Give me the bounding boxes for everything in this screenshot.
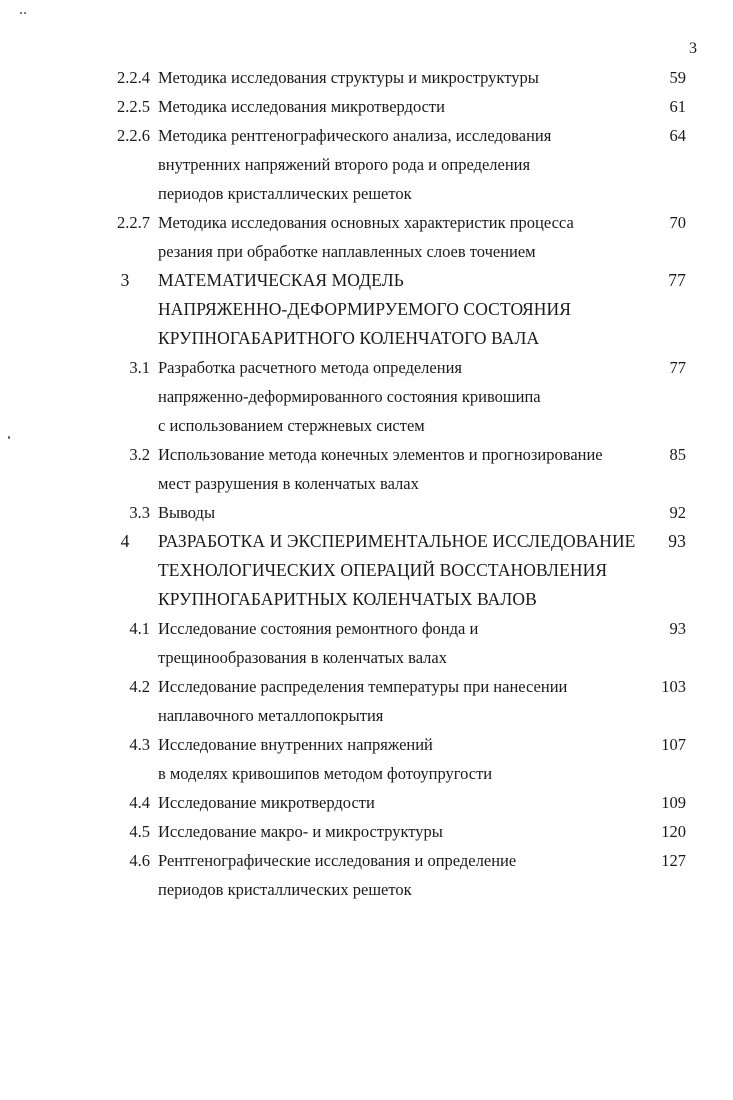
- toc-entry-number: 3: [120, 270, 130, 290]
- toc-entry-title: трещинообразования в коленчатых валах: [158, 648, 447, 667]
- toc-entry-number: 4.5: [129, 822, 150, 841]
- toc-entry: [0, 730, 733, 759]
- toc-entry-page: 93: [668, 531, 686, 551]
- toc-entry-continuation: [0, 237, 733, 266]
- toc-entry-continuation: [0, 411, 733, 440]
- toc-entry-page: 61: [669, 97, 686, 116]
- toc-entry-page: 120: [661, 822, 686, 841]
- toc-entry-title: Рентгенографические исследования и определение: [158, 851, 517, 870]
- toc-entry-title: МАТЕМАТИЧЕСКАЯ МОДЕЛЬ: [158, 270, 404, 290]
- toc-entry-number: 4.3: [129, 735, 150, 754]
- toc-entry-number: 3.2: [129, 445, 150, 464]
- toc-entry: [0, 63, 733, 92]
- toc-entry-number: 4: [120, 531, 130, 551]
- toc-entry-page: 70: [669, 213, 686, 232]
- toc-entry-continuation: [0, 556, 733, 585]
- toc-entry: [0, 846, 733, 875]
- toc-entry-continuation: [0, 701, 733, 730]
- toc-entry-continuation: [0, 295, 733, 324]
- toc-entry-continuation: [0, 382, 733, 411]
- toc-entry-page: 93: [669, 619, 686, 638]
- toc-entry-title: Использование метода конечных элементов и прогнозирование: [158, 445, 603, 464]
- toc-entry: [0, 527, 733, 556]
- toc-entry-number: 2.2.4: [117, 68, 150, 87]
- toc-entry: [0, 817, 733, 846]
- toc-entry-number: 2.2.6: [117, 126, 150, 145]
- toc-entry-page: 59: [669, 68, 686, 87]
- toc-entry-continuation: [0, 875, 733, 904]
- scan-speck-top-left: [20, 12, 22, 14]
- toc-entry-title: КРУПНОГАБАРИТНОГО КОЛЕНЧАТОГО ВАЛА: [158, 328, 540, 348]
- toc-entry-page: 77: [669, 358, 686, 377]
- toc-entry-title: с использованием стержневых систем: [158, 416, 425, 435]
- toc-entry-title: КРУПНОГАБАРИТНЫХ КОЛЕНЧАТЫХ ВАЛОВ: [158, 589, 537, 609]
- toc-entry-title: периодов кристаллических решеток: [158, 880, 412, 899]
- toc-entry-continuation: [0, 324, 733, 353]
- toc-entry-title: Исследование внутренних напряжений: [158, 735, 433, 754]
- toc-entry-title: ТЕХНОЛОГИЧЕСКИХ ОПЕРАЦИЙ ВОССТАНОВЛЕНИЯ: [158, 560, 608, 580]
- toc-entry-title: РАЗРАБОТКА И ЭКСПЕРИМЕНТАЛЬНОЕ ИССЛЕДОВАНИЕ: [158, 531, 636, 551]
- toc-entry-number: 3.1: [129, 358, 150, 377]
- toc-entry-page: 92: [669, 503, 686, 522]
- toc-entry: [0, 92, 733, 121]
- toc-entry-page: 127: [661, 851, 686, 870]
- toc-entry-title: Выводы: [158, 503, 216, 522]
- toc-entry-title: наплавочного металлопокрытия: [158, 706, 384, 725]
- toc-entry: [0, 353, 733, 382]
- toc-entry: [0, 121, 733, 150]
- toc-entry-title: Методика исследования микротвердости: [158, 97, 445, 116]
- toc-entry-number: 4.2: [129, 677, 150, 696]
- toc-entry-title: Исследование микротвердости: [158, 793, 375, 812]
- toc-entry-continuation: [0, 585, 733, 614]
- toc-entry-title: Методика исследования основных характеристик процесса: [158, 213, 574, 232]
- toc-entry-page: 107: [661, 735, 686, 754]
- toc-entry-continuation: [0, 179, 733, 208]
- toc-entry: [0, 266, 733, 295]
- toc-entry: [0, 614, 733, 643]
- page-number: 3: [689, 40, 697, 57]
- toc-entry-continuation: [0, 759, 733, 788]
- toc-entry-title: внутренних напряжений второго рода и определения: [158, 155, 531, 174]
- toc-entry: [0, 498, 733, 527]
- toc-entry-page: 103: [661, 677, 686, 696]
- toc-entry-title: мест разрушения в коленчатых валах: [158, 474, 419, 493]
- toc-entry-title: Исследование состояния ремонтного фонда и: [158, 619, 479, 638]
- toc-entry: [0, 672, 733, 701]
- toc-entry-title: Разработка расчетного метода определения: [158, 358, 462, 377]
- toc-entry-number: 3.3: [129, 503, 150, 522]
- toc-entry: [0, 788, 733, 817]
- toc-entry-title: Исследование распределения температуры при нанесении: [158, 677, 568, 696]
- toc-entry-continuation: [0, 469, 733, 498]
- toc-entry: [0, 440, 733, 469]
- toc-entry-title: НАПРЯЖЕННО-ДЕФОРМИРУЕМОГО СОСТОЯНИЯ: [158, 299, 571, 319]
- toc-entry-continuation: [0, 643, 733, 672]
- toc-entry-title: в моделях кривошипов методом фотоупругости: [158, 764, 493, 783]
- toc-entry-number: 4.1: [129, 619, 150, 638]
- toc-entry-title: периодов кристаллических решеток: [158, 184, 412, 203]
- toc-entry: [0, 208, 733, 237]
- toc-entry-continuation: [0, 150, 733, 179]
- toc-entry-number: 2.2.5: [117, 97, 150, 116]
- table-of-contents: [0, 63, 733, 904]
- toc-entry-title: Методика исследования структуры и микроструктуры: [158, 68, 539, 87]
- toc-entry-title: напряженно-деформированного состояния кривошипа: [158, 387, 541, 406]
- toc-entry-title: Исследование макро- и микроструктуры: [158, 822, 443, 841]
- toc-entry-number: 4.6: [129, 851, 150, 870]
- toc-entry-number: 4.4: [129, 793, 150, 812]
- toc-entry-title: резания при обработке наплавленных слоев точением: [158, 242, 536, 261]
- toc-entry-page: 109: [661, 793, 686, 812]
- toc-entry-page: 64: [669, 126, 686, 145]
- toc-entry-page: 77: [668, 270, 686, 290]
- toc-entry-title: Методика рентгенографического анализа, исследования: [158, 126, 552, 145]
- toc-entry-page: 85: [669, 445, 686, 464]
- scan-speck-top-left-2: [24, 12, 26, 14]
- toc-entry-number: 2.2.7: [117, 213, 150, 232]
